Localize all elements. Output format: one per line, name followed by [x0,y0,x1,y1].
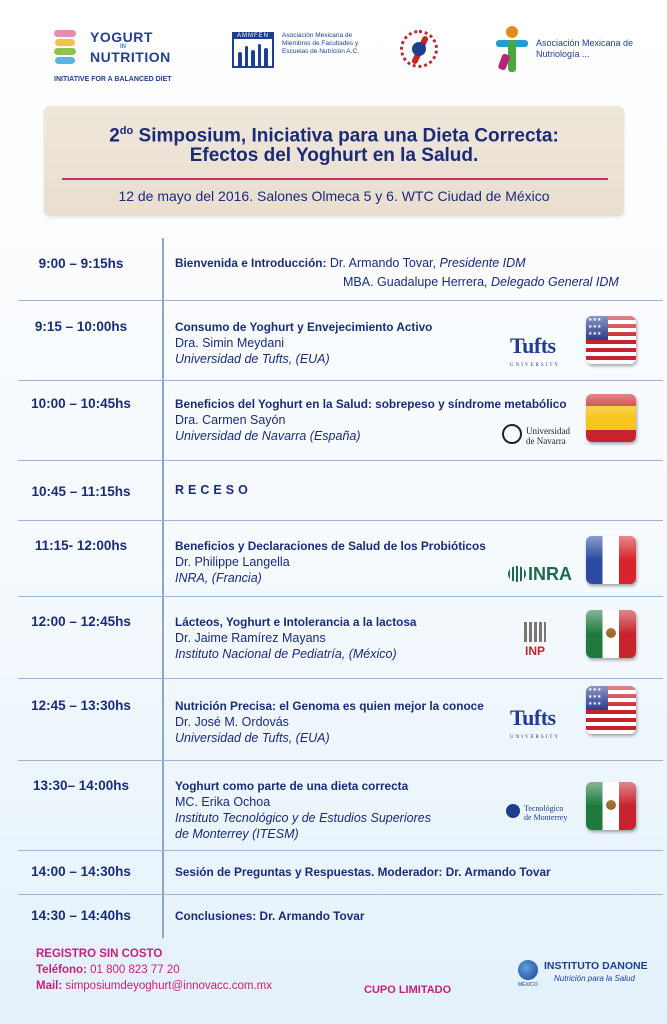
yin-line1: YOGURT [90,29,153,45]
agenda-time: 9:00 – 9:15hs [38,256,124,271]
agenda-separator [18,460,663,461]
agenda-separator [18,760,663,761]
idm-logo [400,30,440,70]
agenda-time: 14:00 – 14:30hs [31,864,131,879]
title-line-2: Efectos del Yoghurt en la Salud. [189,145,479,166]
agenda-time: 9:15 – 10:00hs [34,319,128,334]
agenda-affiliation: Instituto Tecnológico y de Estudios Superiores [175,811,431,825]
agenda-content [175,614,505,662]
inp-mark-icon [524,622,546,642]
agenda-separator [18,380,663,381]
agenda-speaker: Dr. Armando Tovar, [326,256,440,270]
danone-globe-icon [518,960,538,980]
agenda-separator [18,300,663,301]
inra-logo: INRA [508,564,572,585]
agenda-time: 10:00 – 10:45hs [31,396,131,411]
agenda-affiliation: Universidad de Tufts, (EUA) [175,352,330,366]
agenda-separator [18,894,663,895]
agenda-content [175,538,505,586]
mexico-flag-icon [586,782,636,830]
instituto-danone-logo [518,958,658,998]
yogurt-in-nutrition-logo [50,30,170,82]
agenda-time: 14:30 – 14:40hs [31,908,131,923]
tec-monterrey-logo: Tecnológico de Monterrey [506,804,582,824]
agenda-time: 10:45 – 11:15hs [31,484,131,499]
agenda-affiliation: Universidad de Navarra (España) [175,429,361,443]
agenda-break-label: RECESO [175,483,252,497]
yogurt-stack-icon [54,30,76,66]
event-date-venue: 12 de mayo del 2016. Salones Olmeca 5 y 6. WTC Ciudad de México [118,188,550,204]
agenda-speaker-2: MBA. Guadalupe Herrera, [343,275,491,289]
agenda-speaker: Dr. Jaime Ramírez Mayans [175,631,326,645]
agenda-affiliation: INRA, (Francia) [175,571,262,585]
yin-tagline: INITIATIVE FOR A BALANCED DIET [54,76,172,83]
agenda-separator [18,678,663,679]
agenda-separator [18,596,663,597]
agenda-title: Beneficios y Declaraciones de Salud de los Probióticos [175,539,486,553]
agenda-speaker: Dra. Carmen Sayón [175,413,286,427]
agenda-role: Presidente IDM [439,256,526,270]
agenda-separator [18,850,663,851]
agenda-time: 13:30– 14:00hs [32,778,130,793]
agenda-content [175,778,505,842]
agenda-affiliation: Universidad de Tufts, (EUA) [175,731,330,745]
registration-info [36,946,272,994]
mail-label: Mail: [36,980,66,992]
tec-seal-icon [506,804,520,818]
agenda-title: Consumo de Yoghurt y Envejecimiento Activo [175,320,433,334]
agenda-vertical-divider [162,238,164,938]
phone-label: Teléfono: [36,964,91,976]
ammfen-logo [232,28,382,72]
agenda-speaker: Dra. Simin Meydani [175,336,285,350]
agenda-title: Conclusiones: Dr. Armando Tovar [175,909,365,923]
agenda-speaker: MC. Erika Ochoa [175,795,271,809]
agenda-time: 12:45 – 13:30hs [31,698,131,713]
logo-strip [0,22,667,84]
agenda-time: 12:00 – 12:45hs [31,614,131,629]
usa-flag-icon [586,316,636,364]
usa-flag-icon [586,686,636,734]
yin-line3: NUTRITION [90,49,171,65]
agenda-title: Nutrición Precisa: el Genoma es quien mejor la conoce [175,699,484,713]
spain-flag-icon [586,394,636,442]
ammfen-mark-label: AMMFEN [234,33,272,39]
agenda-separator [18,520,663,521]
mail-link[interactable]: simposiumdeyoghurt@innovacc.com.mx [65,980,273,992]
amn-logo [496,26,634,76]
tufts-logo: Tufts UNIVERSITY [510,705,560,740]
agenda-title: Bienvenida e Introducción: [175,256,327,270]
registration-label: REGISTRO SIN COSTO [36,948,163,960]
ammfen-mark-icon [232,32,274,68]
agenda-content [175,698,505,746]
title-line-1: $2^{do}$ Simposium, Iniciativa para una Dieta Correcta: [109,125,559,147]
navarra-seal-icon [502,424,522,444]
danone-name: INSTITUTO DANONE [544,960,648,972]
agenda-title: Lácteos, Yoghurt e Intolerancia a la lactosa [175,615,417,629]
inp-logo: INP [520,622,550,658]
tufts-logo: Tufts UNIVERSITY [510,333,560,368]
title-divider [62,178,608,180]
title-box [44,106,624,216]
amn-figure-icon [496,26,530,74]
amn-name: Asociación Mexicana de Nutriología ... [536,38,634,59]
danone-country: MÉXICO [518,982,538,988]
agenda-title: Sesión de Preguntas y Respuestas. Moderador: Dr. Armando Tovar [175,865,551,879]
mexico-flag-icon [586,610,636,658]
phone-number[interactable]: 01 800 823 77 20 [90,964,180,976]
limited-seats-label: CUPO LIMITADO [364,984,452,996]
navarra-logo: Universidad de Navarra [502,424,582,446]
agenda-time: 11:15- 12:00hs [34,538,128,553]
agenda-title: Beneficios del Yoghurt en la Salud: sobrepeso y síndrome metabólico [175,397,567,411]
agenda-affiliation-2: de Monterrey (ITESM) [175,827,299,841]
agenda-speaker: Dr. Philippe Langella [175,555,290,569]
agenda-content [175,255,645,290]
france-flag-icon [586,536,636,584]
agenda-role-2: Delegado General IDM [491,275,619,289]
yin-line2: IN [120,44,126,50]
agenda-content [175,319,505,367]
danone-tagline: Nutrición para la Salud [554,974,635,983]
idm-emblem-icon [400,30,438,68]
agenda-content [175,864,635,880]
agenda-content [175,908,635,924]
ammfen-name: Asociación Mexicana de Miembros de Facultades y Escuelas de Nutrición A.C. [282,32,359,56]
agenda-speaker: Dr. José M. Ordovás [175,715,289,729]
agenda-affiliation: Instituto Nacional de Pediatría, (México) [175,647,397,661]
agenda-title: Yoghurt como parte de una dieta correcta [175,779,409,793]
